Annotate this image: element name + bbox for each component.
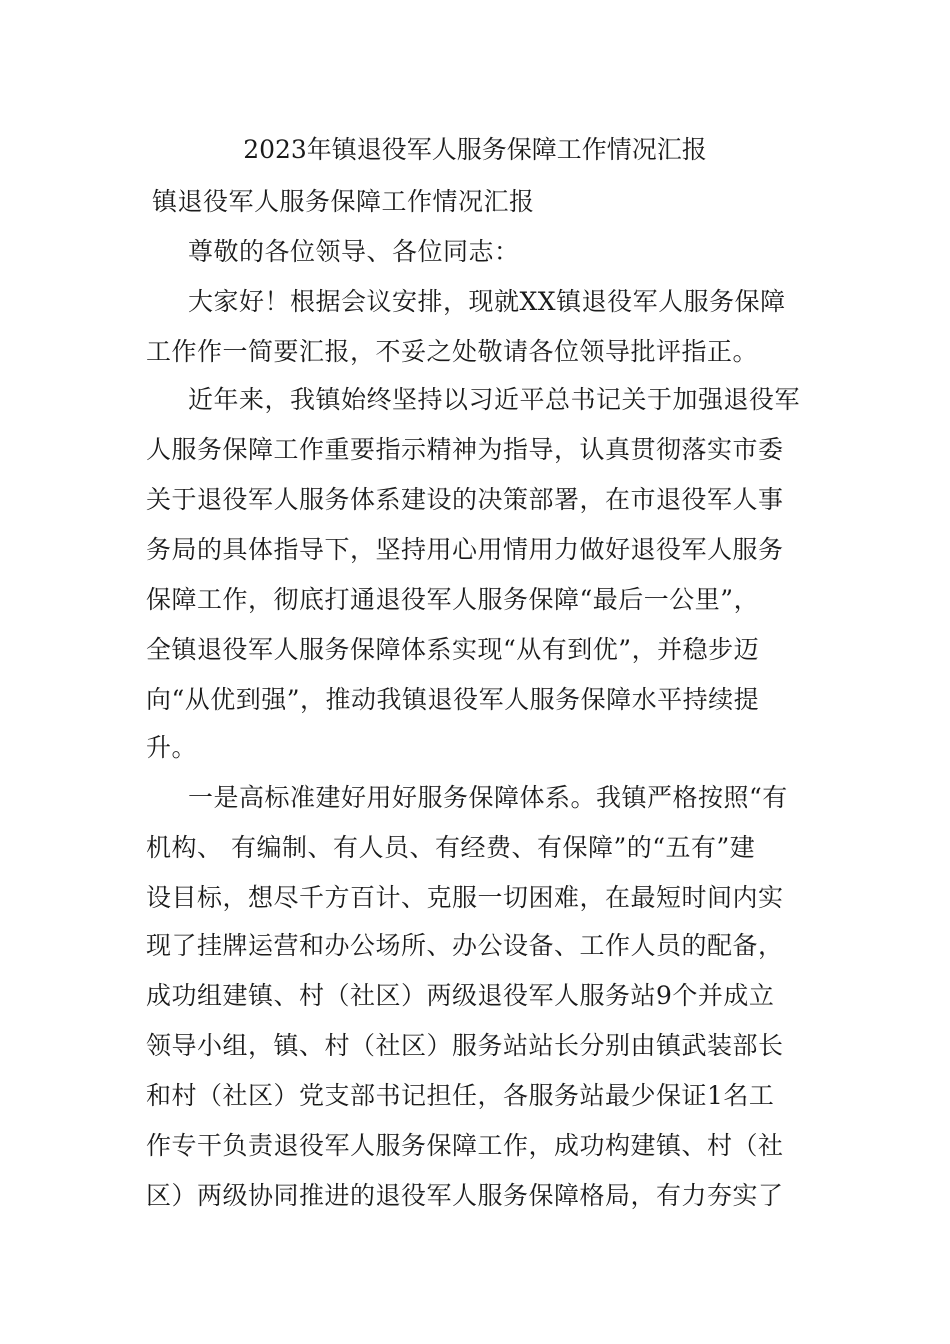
paragraph-line: 关于退役军人服务体系建设的决策部署，在市退役军人事 [146, 485, 784, 514]
salutation: 尊敬的各位领导、各位同志： [188, 237, 520, 266]
paragraph-line: 机构、 有编制、有人员、有经费、有保障”的“五有”建 [146, 833, 756, 862]
paragraph-line: 一是高标准建好用好服务保障体系。我镇严格按照“有 [188, 783, 788, 812]
paragraph-line: 升。 [146, 733, 198, 762]
paragraph-line: 近年来，我镇始终坚持以习近平总书记关于加强退役军 [188, 385, 801, 414]
paragraph-line: 设目标，想尽千方百计、克服一切困难，在最短时间内实 [146, 883, 784, 912]
paragraph-line: 作专干负责退役军人服务保障工作，成功构建镇、村（社 [146, 1131, 784, 1160]
paragraph-line: 务局的具体指导下，坚持用心用情用力做好退役军人服务 [146, 535, 784, 564]
document-title: 2023年镇退役军人服务保障工作情况汇报 [243, 135, 707, 164]
paragraph-line: 领导小组，镇、村（社区）服务站站长分别由镇武装部长 [146, 1031, 784, 1060]
document-subtitle: 镇退役军人服务保障工作情况汇报 [152, 187, 535, 216]
paragraph-line: 工作作一简要汇报，不妥之处敬请各位领导批评指正。 [146, 337, 759, 366]
paragraph-line: 人服务保障工作重要指示精神为指导，认真贯彻落实市委 [146, 435, 784, 464]
paragraph-line: 保障工作，彻底打通退役军人服务保障“最后一公里”， [146, 585, 760, 614]
paragraph-line: 和村（社区）党支部书记担任，各服务站最少保证1名工 [146, 1081, 775, 1110]
paragraph-line: 成功组建镇、村（社区）两级退役军人服务站9个并成立 [146, 981, 775, 1010]
paragraph-line: 区）两级协同推进的退役军人服务保障格局，有力夯实了 [146, 1181, 784, 1210]
paragraph-line: 全镇退役军人服务保障体系实现“从有到优”，并稳步迈 [146, 635, 760, 664]
paragraph-line: 现了挂牌运营和办公场所、办公设备、工作人员的配备， [146, 931, 784, 960]
paragraph-line: 向“从优到强”，推动我镇退役军人服务保障水平持续提 [146, 685, 760, 714]
paragraph-line: 大家好！根据会议安排，现就XX镇退役军人服务保障 [188, 287, 786, 316]
